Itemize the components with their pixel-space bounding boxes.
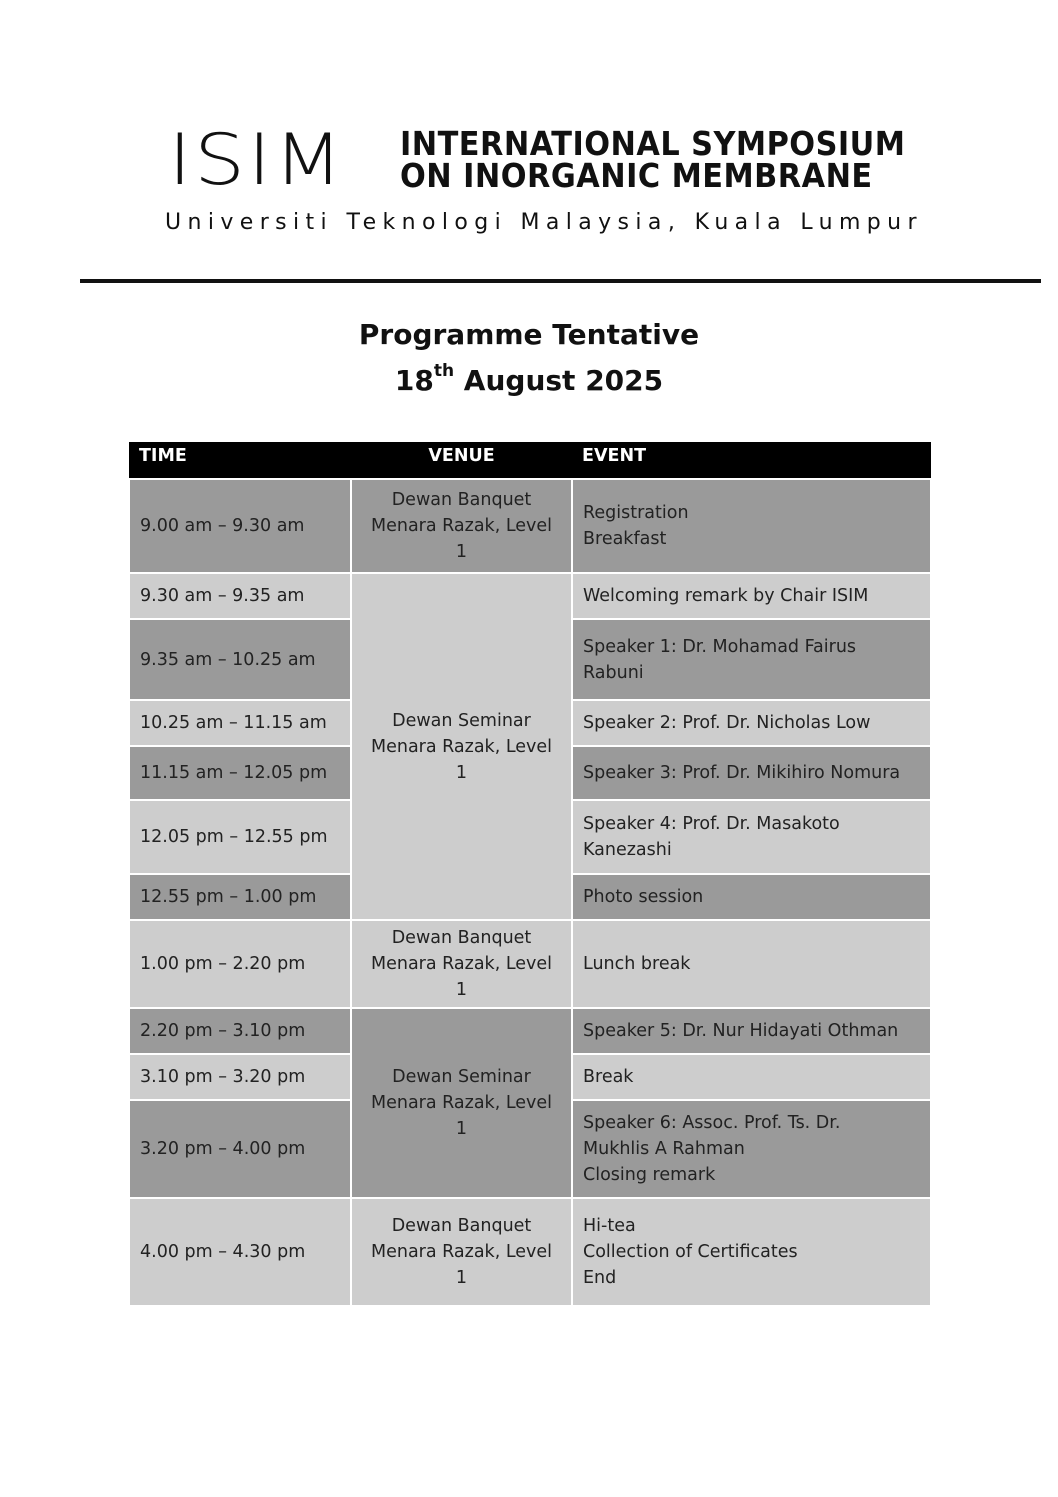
venue-line: Menara Razak, Level [370, 1242, 553, 1262]
event-cell [572, 800, 931, 874]
date-month-year: August 2025 [454, 364, 664, 397]
header-venue: VENUE [351, 442, 572, 479]
venue-line: Dewan Seminar [392, 1067, 531, 1087]
time-cell: 9.00 am – 9.30 am [129, 479, 351, 573]
event-line: Speaker 6: Assoc. Prof. Ts. Dr. [583, 1113, 841, 1133]
header-time: TIME [129, 442, 351, 479]
table-header-row [129, 442, 931, 479]
event-cell [572, 700, 931, 746]
event-line: Speaker 3: Prof. Dr. Mikihiro Nomura [583, 763, 901, 783]
event-line: Speaker 5: Dr. Nur Hidayati Othman [583, 1021, 899, 1041]
event-line: Lunch break [583, 954, 691, 974]
event-line: Speaker 4: Prof. Dr. Masakoto [583, 814, 840, 834]
date-day: 18 [394, 364, 434, 397]
venue-line: Dewan Banquet [391, 928, 532, 948]
time-cell: 3.10 pm – 3.20 pm [129, 1054, 351, 1100]
event-line: Rabuni [583, 662, 644, 683]
event-cell [572, 619, 931, 700]
venue-line: 1 [455, 542, 468, 562]
venue-line: Menara Razak, Level [370, 954, 553, 974]
venue-line: Menara Razak, Level [370, 736, 553, 757]
event-line: Registration [583, 503, 689, 523]
event-line: Kanezashi [583, 840, 672, 860]
time-cell: 11.15 am – 12.05 pm [129, 746, 351, 800]
header-event: EVENT [572, 442, 931, 479]
event-line: Welcoming remark by Chair ISIM [583, 586, 869, 606]
time-cell: 3.20 pm – 4.00 pm [129, 1100, 351, 1198]
table-row [129, 920, 931, 1008]
event-cell [572, 479, 931, 573]
event-cell [572, 1054, 931, 1100]
venue-line: Menara Razak, Level [370, 1093, 553, 1113]
header-divider [80, 279, 1041, 283]
logo-line-1: INTERNATIONAL SYMPOSIUM [400, 124, 906, 163]
event-cell [572, 573, 931, 619]
page-title: Programme Tentative [358, 318, 700, 351]
event-cell [572, 1008, 931, 1054]
venue-line: Dewan Banquet [391, 490, 532, 510]
event-cell [572, 1198, 931, 1306]
event-line: Speaker 1: Dr. Mohamad Fairus [583, 636, 857, 657]
logo-line-2: ON INORGANIC MEMBRANE [400, 156, 873, 195]
venue-cell [351, 1008, 572, 1198]
venue-line: Dewan Banquet [391, 1216, 532, 1236]
page-date [0, 360, 1058, 397]
time-cell: 9.30 am – 9.35 am [129, 573, 351, 619]
symposium-logo [168, 119, 949, 201]
event-line: Speaker 2: Prof. Dr. Nicholas Low [583, 713, 871, 733]
venue-subtitle: Universiti Teknologi Malaysia, Kuala Lumpur [165, 210, 923, 235]
event-cell [572, 874, 931, 920]
event-line: Breakfast [583, 529, 667, 549]
time-cell: 12.55 pm – 1.00 pm [129, 874, 351, 920]
venue-line: Dewan Seminar [392, 710, 531, 731]
venue-line: 1 [455, 1119, 468, 1139]
event-line: End [583, 1268, 617, 1288]
date-suffix: th [433, 360, 455, 381]
table-row [129, 1198, 931, 1306]
venue-cell [351, 573, 572, 920]
time-cell: 2.20 pm – 3.10 pm [129, 1008, 351, 1054]
venue-cell [351, 920, 572, 1008]
time-cell: 10.25 am – 11.15 am [129, 700, 351, 746]
event-cell [572, 920, 931, 1008]
table-row [129, 479, 931, 573]
logo-wordmark [400, 124, 906, 195]
event-cell [572, 746, 931, 800]
event-line: Mukhlis A Rahman [583, 1139, 745, 1159]
venue-cell [351, 1198, 572, 1306]
time-cell: 9.35 am – 10.25 am [129, 619, 351, 700]
event-line: Hi-tea [583, 1216, 636, 1236]
time-cell: 12.05 pm – 12.55 pm [129, 800, 351, 874]
programme-table [128, 442, 932, 1307]
table-row [129, 573, 931, 619]
time-cell: 4.00 pm – 4.30 pm [129, 1198, 351, 1306]
venue-line: Menara Razak, Level [370, 516, 553, 536]
venue-line: 1 [455, 762, 468, 783]
venue-line: 1 [455, 980, 468, 1000]
event-line: Collection of Certificates [583, 1242, 798, 1262]
event-line: Closing remark [583, 1165, 716, 1185]
venue-line: 1 [455, 1268, 468, 1288]
event-line: Photo session [583, 887, 704, 907]
logo-mark: ISIM [168, 119, 346, 201]
time-cell: 1.00 pm – 2.20 pm [129, 920, 351, 1008]
event-line: Break [583, 1067, 634, 1087]
table-row [129, 1008, 931, 1054]
venue-cell [351, 479, 572, 573]
event-cell [572, 1100, 931, 1198]
